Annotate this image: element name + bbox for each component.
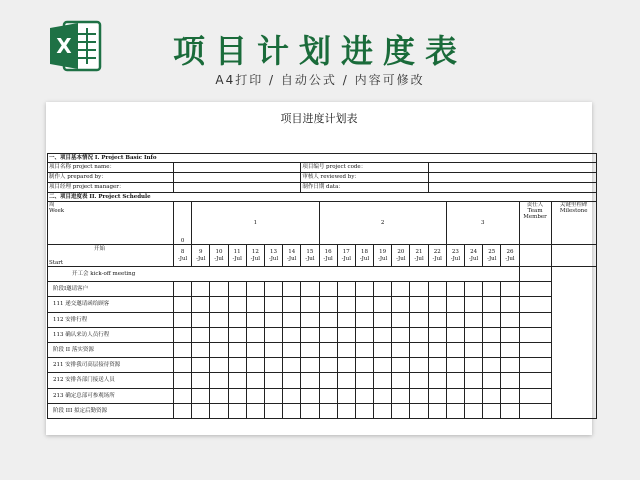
schedule-cell [319, 358, 337, 373]
schedule-cell [283, 282, 301, 297]
schedule-cell [228, 312, 246, 327]
schedule-cell [319, 282, 337, 297]
schedule-cell [283, 327, 301, 342]
schedule-cell [192, 312, 210, 327]
page-subtitle: A4打印 / 自动公式 / 内容可修改 [215, 73, 425, 87]
schedule-cell [192, 388, 210, 403]
schedule-cell [319, 327, 337, 342]
schedule-cell [228, 342, 246, 357]
schedule-cell [174, 312, 192, 327]
schedule-cell [246, 327, 264, 342]
task-name: 111 递交邀请函给顾客 [48, 297, 174, 312]
schedule-cell [428, 373, 446, 388]
schedule-cell [483, 282, 501, 297]
schedule-cell [483, 297, 501, 312]
schedule-cell [174, 282, 192, 297]
date-row [48, 245, 597, 267]
schedule-cell [301, 327, 319, 342]
milestone-header: 关键里程碑 Milestone [551, 202, 596, 245]
schedule-cell [301, 358, 319, 373]
date-header: 15 -Jul [301, 245, 319, 267]
task-name: 开工会 kick-off meeting [48, 267, 520, 282]
schedule-cell [374, 312, 392, 327]
schedule-cell [410, 282, 428, 297]
info-label: 项目名称 project name： [48, 163, 174, 173]
schedule-cell [246, 312, 264, 327]
schedule-cell [483, 388, 501, 403]
schedule-cell [301, 373, 319, 388]
date-header: 11 -Jul [228, 245, 246, 267]
schedule-cell [446, 282, 464, 297]
schedule-cell [428, 403, 446, 418]
schedule-cell [392, 403, 410, 418]
schedule-table [47, 153, 597, 419]
schedule-cell [465, 327, 483, 342]
schedule-cell [301, 282, 319, 297]
schedule-cell [374, 373, 392, 388]
schedule-cell [192, 297, 210, 312]
owner-header: 责任人 Team Member [519, 202, 551, 245]
task-row [48, 327, 597, 342]
schedule-cell [465, 388, 483, 403]
task-row [48, 358, 597, 373]
schedule-cell [337, 358, 355, 373]
schedule-cell [446, 342, 464, 357]
schedule-cell [355, 403, 373, 418]
date-header: 14 -Jul [283, 245, 301, 267]
schedule-cell [410, 312, 428, 327]
task-row [48, 297, 597, 312]
date-header: 25 -Jul [483, 245, 501, 267]
section-title: 一、项目基本情况 I. Project Basic Info [48, 154, 597, 163]
schedule-cell [465, 403, 483, 418]
schedule-cell [210, 327, 228, 342]
schedule-cell [501, 327, 519, 342]
owner-cell [519, 358, 551, 373]
owner-cell [519, 373, 551, 388]
date-header: 21 -Jul [410, 245, 428, 267]
schedule-cell [301, 342, 319, 357]
schedule-cell [264, 327, 282, 342]
logo-letter: X [56, 34, 72, 58]
schedule-cell [465, 312, 483, 327]
sheet-title: 项目进度计划表 [280, 112, 358, 125]
schedule-cell [355, 373, 373, 388]
schedule-cell [264, 388, 282, 403]
schedule-cell [264, 358, 282, 373]
schedule-cell [392, 342, 410, 357]
schedule-cell [174, 388, 192, 403]
task-name: 213 确定总部可参观场所 [48, 388, 174, 403]
schedule-cell [374, 342, 392, 357]
schedule-cell [337, 327, 355, 342]
owner-cell [519, 403, 551, 418]
info-value [428, 183, 596, 193]
start-label: 开始 [94, 246, 106, 252]
schedule-cell [210, 297, 228, 312]
schedule-cell [446, 403, 464, 418]
info-label: 制作人 prepared by： [48, 173, 174, 183]
schedule-cell [410, 358, 428, 373]
schedule-cell [192, 373, 210, 388]
milestone-cell [551, 245, 596, 267]
schedule-cell [337, 342, 355, 357]
schedule-cell [355, 342, 373, 357]
schedule-cell [410, 388, 428, 403]
info-label: 审核人 reviewed by： [301, 173, 428, 183]
owner-cell [519, 267, 551, 282]
schedule-cell [192, 403, 210, 418]
schedule-cell [337, 282, 355, 297]
schedule-cell [301, 312, 319, 327]
schedule-cell [319, 312, 337, 327]
schedule-cell [374, 388, 392, 403]
schedule-cell [246, 388, 264, 403]
schedule-cell [355, 388, 373, 403]
week-number: 2 [319, 202, 446, 245]
schedule-cell [228, 373, 246, 388]
date-header: 16 -Jul [319, 245, 337, 267]
schedule-cell [446, 327, 464, 342]
date-header: 8 -Jul [174, 245, 192, 267]
schedule-cell [264, 403, 282, 418]
schedule-cell [283, 388, 301, 403]
excel-logo-icon [48, 20, 102, 72]
task-row [48, 267, 597, 282]
schedule-cell [446, 358, 464, 373]
schedule-cell [337, 403, 355, 418]
schedule-cell [174, 297, 192, 312]
schedule-cell [228, 403, 246, 418]
date-header: 13 -Jul [264, 245, 282, 267]
date-header: 22 -Jul [428, 245, 446, 267]
date-header: 26 -Jul [501, 245, 519, 267]
schedule-cell [392, 297, 410, 312]
start-cell [48, 245, 174, 267]
date-header: 18 -Jul [355, 245, 373, 267]
schedule-cell [319, 342, 337, 357]
milestone-cell [551, 267, 596, 419]
schedule-cell [446, 373, 464, 388]
task-name: 阶段Ⅰ邀请客户 [48, 282, 174, 297]
schedule-cell [228, 282, 246, 297]
schedule-cell [501, 388, 519, 403]
schedule-cell [465, 358, 483, 373]
spreadsheet-preview [46, 102, 592, 435]
date-header: 20 -Jul [392, 245, 410, 267]
date-header: 12 -Jul [246, 245, 264, 267]
week-label: 周 Week [48, 202, 174, 245]
schedule-cell [337, 312, 355, 327]
schedule-cell [428, 297, 446, 312]
date-header: 10 -Jul [210, 245, 228, 267]
start-label-en: Start [49, 259, 64, 266]
section-row [48, 193, 597, 202]
task-name: 112 安排行程 [48, 312, 174, 327]
schedule-cell [501, 342, 519, 357]
schedule-cell [228, 327, 246, 342]
info-value [428, 163, 596, 173]
schedule-cell [374, 282, 392, 297]
owner-cell [519, 327, 551, 342]
schedule-cell [410, 403, 428, 418]
schedule-cell [446, 297, 464, 312]
info-row [48, 183, 597, 193]
info-value [174, 163, 301, 173]
schedule-cell [446, 312, 464, 327]
schedule-cell [264, 373, 282, 388]
owner-cell [519, 245, 551, 267]
schedule-cell [319, 403, 337, 418]
schedule-cell [483, 403, 501, 418]
schedule-cell [264, 312, 282, 327]
schedule-cell [246, 282, 264, 297]
schedule-cell [174, 358, 192, 373]
schedule-cell [483, 373, 501, 388]
banner [0, 0, 640, 100]
schedule-cell [392, 388, 410, 403]
schedule-cell [246, 373, 264, 388]
schedule-cell [483, 312, 501, 327]
schedule-cell [283, 342, 301, 357]
schedule-cell [428, 327, 446, 342]
schedule-cell [392, 358, 410, 373]
schedule-cell [483, 342, 501, 357]
schedule-cell [428, 342, 446, 357]
date-header: 19 -Jul [374, 245, 392, 267]
schedule-cell [428, 282, 446, 297]
schedule-cell [392, 327, 410, 342]
schedule-cell [355, 312, 373, 327]
schedule-cell [410, 327, 428, 342]
info-row [48, 173, 597, 183]
task-name: 阶段 II 落实资源 [48, 342, 174, 357]
date-header: 9 -Jul [192, 245, 210, 267]
schedule-cell [428, 312, 446, 327]
owner-cell [519, 312, 551, 327]
schedule-cell [337, 388, 355, 403]
schedule-cell [228, 388, 246, 403]
info-value [428, 173, 596, 183]
date-header: 24 -Jul [465, 245, 483, 267]
section-title: 二、项目进度表 II. Project Schedule [48, 193, 597, 202]
schedule-cell [319, 297, 337, 312]
schedule-cell [301, 297, 319, 312]
schedule-cell [192, 282, 210, 297]
week-header-row [48, 202, 597, 245]
schedule-cell [283, 312, 301, 327]
schedule-cell [301, 388, 319, 403]
schedule-cell [174, 327, 192, 342]
schedule-cell [192, 342, 210, 357]
schedule-cell [355, 358, 373, 373]
schedule-cell [374, 358, 392, 373]
schedule-cell [210, 312, 228, 327]
schedule-cell [483, 358, 501, 373]
schedule-cell [228, 358, 246, 373]
info-label: 制作日期 data： [301, 183, 428, 193]
page-title: 项目计划进度表 [172, 32, 467, 70]
schedule-cell [246, 342, 264, 357]
schedule-cell [210, 342, 228, 357]
schedule-cell [283, 358, 301, 373]
task-row [48, 373, 597, 388]
schedule-cell [355, 282, 373, 297]
schedule-cell [501, 282, 519, 297]
schedule-cell [374, 297, 392, 312]
schedule-cell [428, 388, 446, 403]
schedule-cell [264, 342, 282, 357]
schedule-cell [355, 327, 373, 342]
schedule-cell [392, 282, 410, 297]
owner-cell [519, 282, 551, 297]
task-row [48, 312, 597, 327]
schedule-cell [264, 297, 282, 312]
schedule-cell [446, 388, 464, 403]
schedule-cell [410, 297, 428, 312]
date-header: 23 -Jul [446, 245, 464, 267]
week-number: 1 [192, 202, 319, 245]
schedule-cell [210, 388, 228, 403]
info-value [174, 173, 301, 183]
schedule-cell [319, 373, 337, 388]
section-row [48, 154, 597, 163]
schedule-cell [374, 403, 392, 418]
schedule-cell [465, 282, 483, 297]
week-number: 3 [446, 202, 519, 245]
schedule-cell [174, 403, 192, 418]
schedule-cell [319, 388, 337, 403]
task-row [48, 282, 597, 297]
info-value [174, 183, 301, 193]
schedule-cell [501, 373, 519, 388]
info-row [48, 163, 597, 173]
schedule-cell [283, 403, 301, 418]
schedule-cell [264, 282, 282, 297]
info-label: 项目编号 project code： [301, 163, 428, 173]
schedule-cell [501, 312, 519, 327]
schedule-cell [465, 297, 483, 312]
task-name: 阶段 III 拟定后勤资源 [48, 403, 174, 418]
schedule-cell [301, 403, 319, 418]
schedule-cell [210, 282, 228, 297]
schedule-cell [374, 327, 392, 342]
schedule-cell [337, 373, 355, 388]
schedule-cell [501, 358, 519, 373]
schedule-cell [283, 373, 301, 388]
week-number: 0 [174, 202, 192, 245]
task-name: 113 确认来访人员行程 [48, 327, 174, 342]
schedule-cell [337, 297, 355, 312]
schedule-cell [501, 297, 519, 312]
schedule-cell [210, 373, 228, 388]
schedule-cell [192, 358, 210, 373]
info-label: 项目经理 project manager： [48, 183, 174, 193]
owner-cell [519, 388, 551, 403]
schedule-cell [483, 327, 501, 342]
schedule-cell [192, 327, 210, 342]
schedule-cell [283, 297, 301, 312]
date-header: 17 -Jul [337, 245, 355, 267]
task-row [48, 388, 597, 403]
owner-cell [519, 342, 551, 357]
schedule-cell [355, 297, 373, 312]
schedule-cell [174, 373, 192, 388]
schedule-cell [392, 373, 410, 388]
schedule-cell [428, 358, 446, 373]
schedule-cell [246, 297, 264, 312]
schedule-cell [501, 403, 519, 418]
schedule-cell [392, 312, 410, 327]
schedule-cell [246, 403, 264, 418]
schedule-cell [410, 373, 428, 388]
owner-cell [519, 297, 551, 312]
schedule-cell [410, 342, 428, 357]
schedule-cell [210, 358, 228, 373]
schedule-cell [465, 342, 483, 357]
schedule-cell [228, 297, 246, 312]
schedule-cell [465, 373, 483, 388]
task-row [48, 403, 597, 418]
task-row [48, 342, 597, 357]
schedule-cell [210, 403, 228, 418]
schedule-cell [174, 342, 192, 357]
schedule-cell [246, 358, 264, 373]
task-name: 212 安排各部门接送人员 [48, 373, 174, 388]
task-name: 211 安排我司高层接待资源 [48, 358, 174, 373]
